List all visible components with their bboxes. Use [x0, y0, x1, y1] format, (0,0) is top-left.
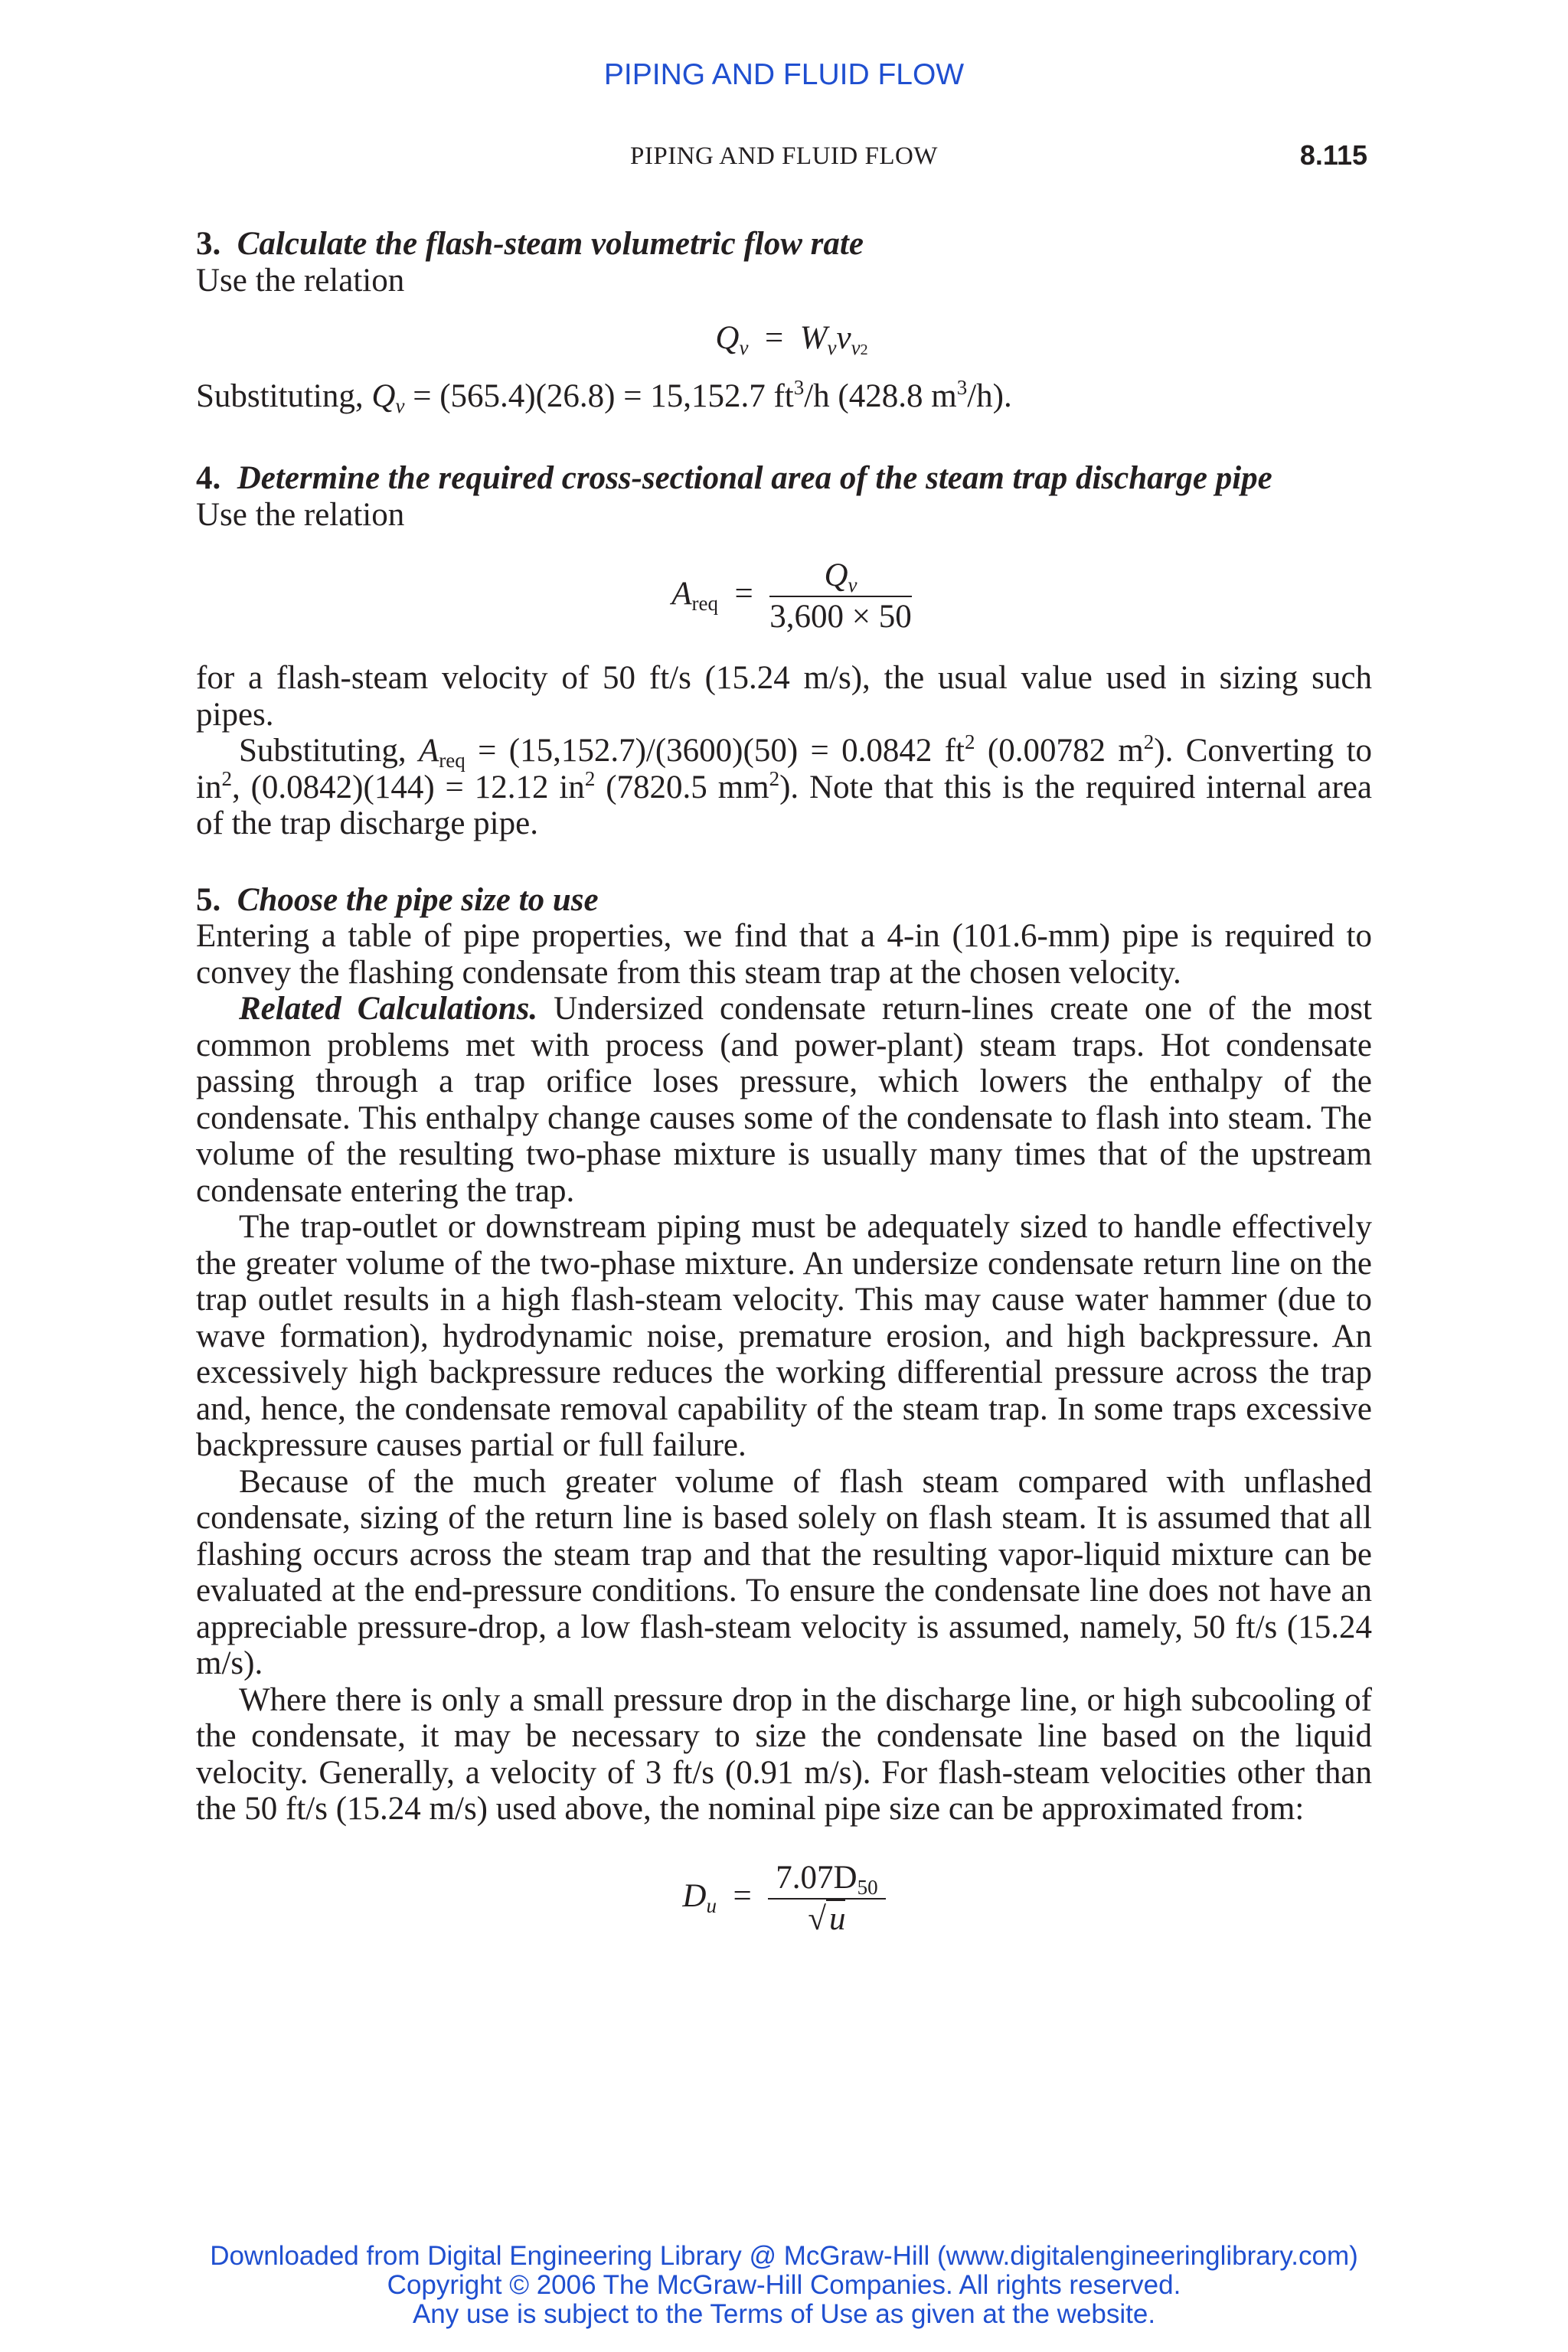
paragraph-flash-steam: Because of the much greater volume of flash steam compared with unflashed condensate, sizing of the return line is based solely on flash steam. It is assumed that all flashing occurs across the steam trap and that the resulting vapor-liquid mixture can be evaluated at the end-pressure conditions. To ensure the condensate line does not have an appreciable pressure-drop, a low flash-steam velocity is assumed, namely, 50 ft/s (15.24 m/s).	[196, 1463, 1372, 1681]
step-number: 3.	[196, 226, 221, 262]
page-number: 8.115	[1299, 139, 1367, 171]
top-banner-title[interactable]: PIPING AND FLUID FLOW	[603, 58, 965, 91]
equation-pipe-size: $D_u$ = $\frac{7.07D_{50}}{√u}$	[196, 1858, 1372, 1939]
footer-notice	[0, 2242, 1568, 2329]
page-body	[196, 226, 1372, 1939]
step-4-use: Use the relation	[196, 496, 405, 533]
paragraph-trap-outlet: The trap-outlet or downstream piping must be adequately sized to handle effectively the greater volume of the two-phase mixture. An undersize condensate return line on the trap outlet results in a high flash-steam velocity. This may cause water hammer (due to wave formation), hydrodynamic noise, premature erosion, and high backpressure. An excessively high backpressure reduces the working differential pressure across the trap and, hence, the condensate removal capability of the steam trap. In some traps excessive backpressure causes partial or full failure.	[196, 1209, 1372, 1463]
running-head: PIPING AND FLUID FLOW	[630, 142, 938, 170]
square-root-icon: √u	[808, 1900, 846, 1937]
step-number: 5.	[196, 881, 221, 918]
paragraph-liquid-velocity: Where there is only a small pressure drop in the discharge line, or high subcooling of the condensate, it may be necessary to size the condensate line based on the liquid velocity. Generally, a velocity of 3 ft/s (0.91 m/s). For flash-steam velocities other than the 50 ft/s (15.24 m/s) used above, the nominal pipe size can be approximated from:	[196, 1681, 1372, 1827]
step-4-heading	[196, 460, 1372, 497]
step-number: 4.	[196, 460, 221, 496]
paragraph-pipe-table: Entering a table of pipe properties, we find that a 4-in (101.6-mm) pipe is required to convey the flashing condensate from this steam trap at the chosen velocity.	[196, 918, 1372, 991]
area-fraction: $\frac{Q_v}{3,600 \times 50}$	[769, 557, 912, 635]
footer-copyright: Copyright © 2006 The McGraw-Hill Companies. All rights reserved.	[387, 2270, 1181, 2300]
footer-download-link[interactable]: Downloaded from Digital Engineering Library @ McGraw-Hill (www.digitalengineeringlibrary.com)	[210, 2241, 1358, 2271]
related-calculations-title: Related Calculations.	[239, 991, 538, 1027]
paragraph-area-substitution: Substituting, $A_{req} = (15,152.7)/(3600)(50) = 0.0842$ $ft^2$ (0.00782 $m^2$). Converting to $in^2$, (0.0842)(144) = 12.12 $in^2$ (7820.5 $mm^2$). Note that this is the required internal area of the trap discharge pipe.	[196, 730, 1373, 841]
step-title: Calculate the flash-steam volumetric flow rate	[237, 226, 864, 262]
step-3-use: Use the relation	[196, 262, 405, 299]
equation-required-area: $A_{req}$ = $\frac{Q_v}{3,600 \times 50}$	[196, 556, 1372, 637]
step-title: Choose the pipe size to use	[237, 881, 599, 918]
step-5-heading	[196, 882, 1372, 919]
paragraph-flash-velocity: for a flash-steam velocity of 50 ft/s (15.24 m/s), the usual value used in sizing such pipes.	[196, 660, 1372, 733]
pipe-size-fraction: $\frac{7.07D_{50}}{√u}$	[768, 1858, 885, 1939]
footer-terms[interactable]: Any use is subject to the Terms of Use as given at the website.	[412, 2299, 1156, 2329]
step-title: Determine the required cross-sectional area of the steam trap discharge pipe	[237, 460, 1272, 496]
paragraph-related-calculations: Related Calculations. Undersized condensate return-lines create one of the most common problems met with process (and power-plant) steam traps. Hot condensate passing through a trap orifice loses pressure, which lowers the enthalpy of the condensate. This enthalpy change causes some of the condensate to flash into steam. The volume of the resulting two-phase mixture is usually many times that of the upstream condensate entering the trap.	[196, 991, 1372, 1209]
equation-flow-rate: $Q_v = W_vv_{v2}$	[715, 320, 868, 359]
substitution-flow-rate: Substituting, $Q_v = (565.4)(26.8) = 15,152.7$ $ft^3/h$ (428.8 $m^3/h$).	[196, 375, 1012, 417]
step-3-heading	[196, 226, 1372, 263]
